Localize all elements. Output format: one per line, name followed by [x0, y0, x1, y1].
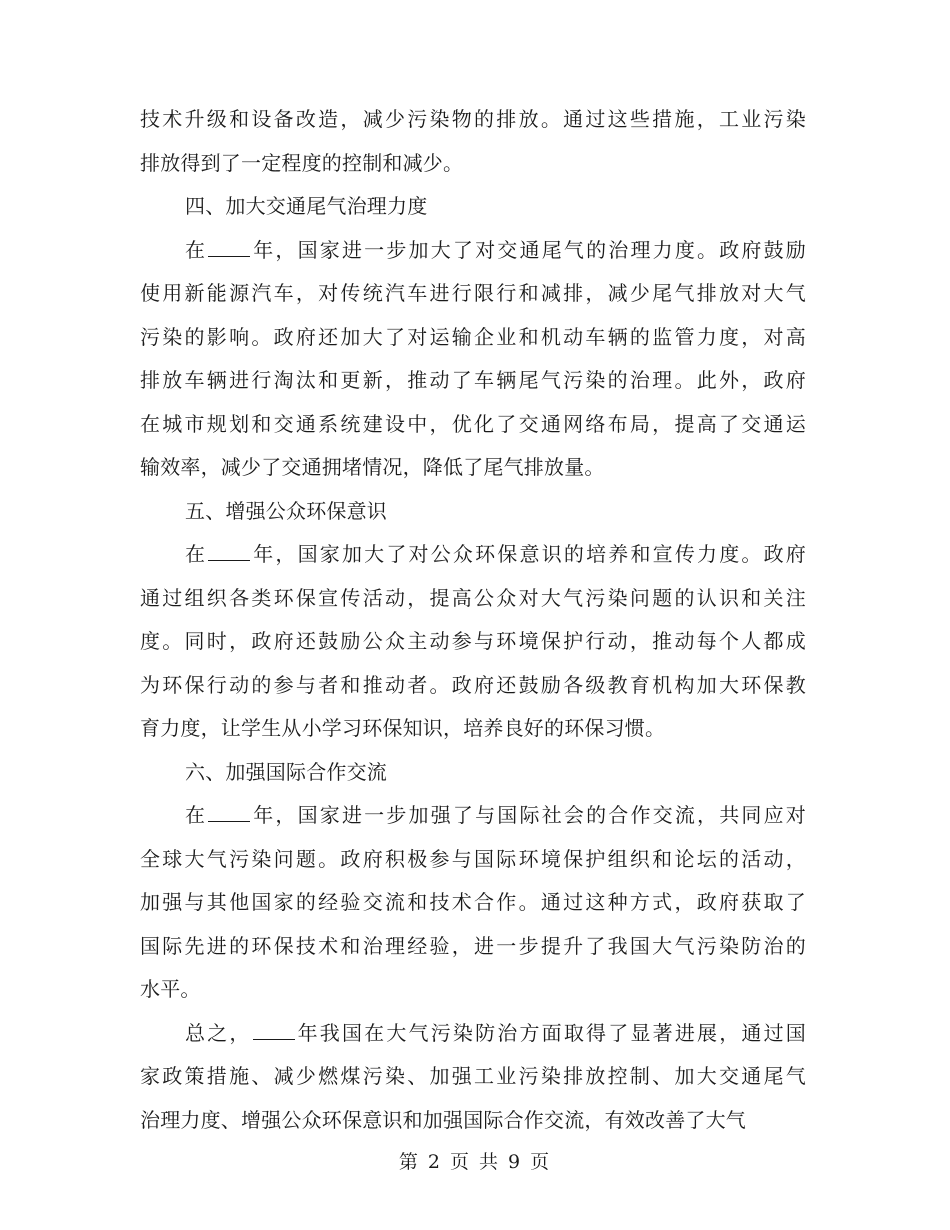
line-suffix: 年，国家加大了对公众环保意识的培养和宣传力度。政府: [251, 542, 807, 566]
paragraph-line: 在城市规划和交通系统建设中，优化了交通网络布局，提高了交通运: [140, 411, 806, 436]
paragraph-line: 为环保行动的参与者和推动者。政府还鼓励各级教育机构加大环保教: [140, 672, 806, 697]
paragraph-line: 技术升级和设备改造，减少污染物的排放。通过这些措施，工业污染: [140, 107, 806, 131]
paragraph-line: 度。同时，政府还鼓励公众主动参与环境保护行动，推动每个人都成: [140, 629, 806, 653]
paragraph-line: 全球大气污染问题。政府积极参与国际环境保护组织和论坛的活动，: [140, 846, 806, 871]
section-heading: 六、加强国际合作交流: [185, 759, 387, 784]
fill-in-blank: [208, 238, 250, 257]
paragraph-line: [140, 1012, 806, 1056]
fill-in-blank: [208, 803, 250, 822]
section-heading: 四、加大交通尾气治理力度: [185, 194, 428, 218]
line-prefix: 在: [185, 542, 208, 566]
paragraph-line: 输效率，减少了交通拥堵情况，降低了尾气排放量。: [140, 455, 605, 479]
line-prefix: 在: [185, 237, 208, 262]
paragraph-line: [140, 533, 806, 577]
paragraph-line: 排放车辆进行淘汰和更新，推动了车辆尾气污染的治理。此外，政府: [140, 368, 806, 392]
paragraph-line: 家政策措施、减少燃煤污染、加强工业污染排放控制、加大交通尾气: [140, 1064, 806, 1088]
paragraph-line: 水平。: [140, 977, 201, 1001]
paragraph-line: 污染的影响。政府还加大了对运输企业和机动车辆的监管力度，对高: [140, 324, 806, 349]
line-prefix: 在: [185, 803, 208, 827]
paragraph-line: 育力度，让学生从小学习环保知识，培养良好的环保习惯。: [140, 716, 666, 740]
document-body: [140, 98, 806, 1142]
fill-in-blank: [253, 1021, 295, 1040]
paragraph-line: 通过组织各类环保宣传活动，提高公众对大气污染问题的认识和关注: [140, 585, 806, 610]
paragraph-line: 加强与其他国家的经验交流和技术合作。通过这种方式，政府获取了: [140, 890, 806, 914]
paragraph-line: [140, 794, 806, 838]
fill-in-blank: [208, 542, 250, 561]
line-suffix: 年我国在大气污染防治方面取得了显著进展，通过国: [295, 1020, 806, 1045]
paragraph-line: 使用新能源汽车，对传统汽车进行限行和减排，减少尾气排放对大气: [140, 281, 806, 305]
paragraph-line: 排放得到了一定程度的控制和减少。: [140, 150, 464, 175]
line-suffix: 年，国家进一步加大了对交通尾气的治理力度。政府鼓励: [251, 237, 807, 262]
paragraph-line: 治理力度、增强公众环保意识和加强国际合作交流，有效改善了大气: [140, 1107, 746, 1132]
line-prefix: 总之，: [185, 1020, 252, 1045]
paragraph-line: 国际先进的环保技术和治理经验，进一步提升了我国大气污染防治的: [140, 933, 806, 958]
section-heading: 五、增强公众环保意识: [185, 498, 387, 523]
page-footer: 第 2 页 共 9 页: [398, 1151, 552, 1173]
line-suffix: 年，国家进一步加强了与国际社会的合作交流，共同应对: [251, 803, 807, 827]
paragraph-line: [140, 229, 806, 273]
